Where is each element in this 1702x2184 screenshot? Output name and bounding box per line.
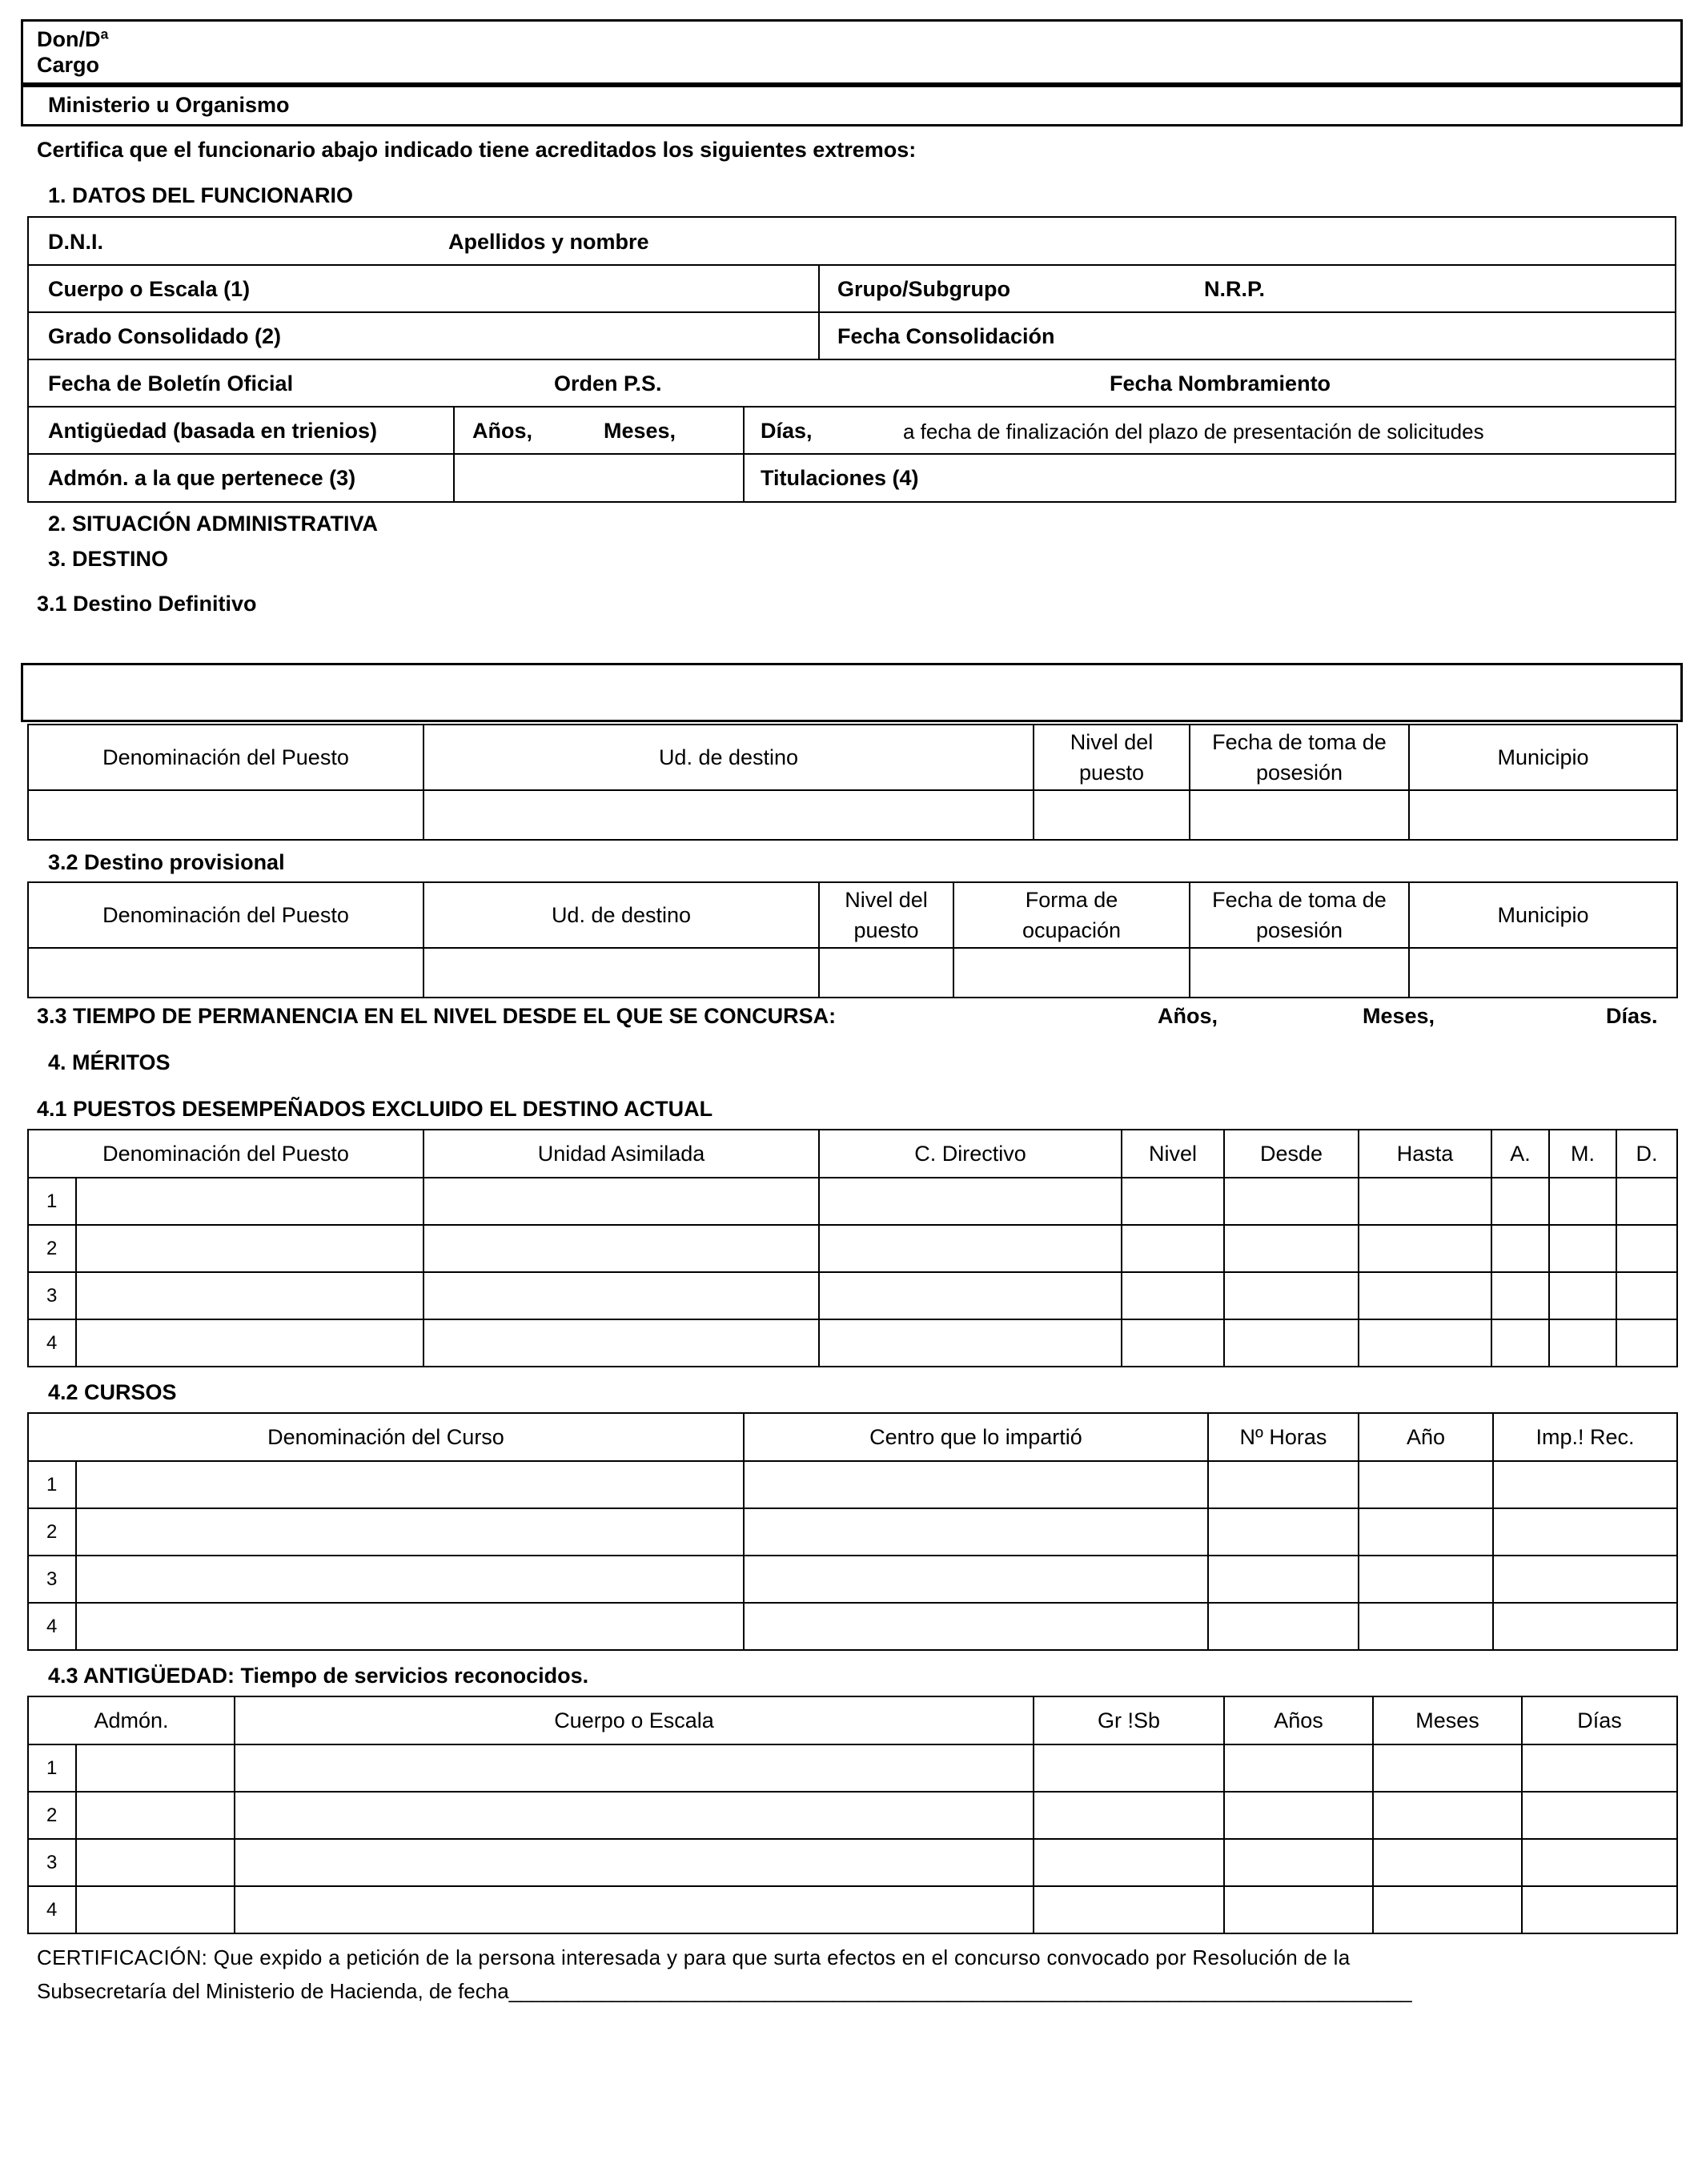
- titulaciones-label: Titulaciones (4): [761, 466, 919, 490]
- ud-destino-field[interactable]: [423, 790, 1034, 840]
- nivel-field[interactable]: [1122, 1225, 1224, 1272]
- desde-field[interactable]: [1224, 1272, 1359, 1319]
- header-desde: Desde: [1224, 1130, 1359, 1178]
- centro-field[interactable]: [744, 1508, 1208, 1556]
- row-number: 4: [28, 1603, 76, 1650]
- tiempo-permanencia-title: 3.3 TIEMPO DE PERMANENCIA EN EL NIVEL DESDE EL QUE SE CONCURSA:: [37, 1004, 837, 1028]
- header-admon: Admón.: [28, 1696, 235, 1744]
- header-meses: Meses: [1373, 1696, 1522, 1744]
- certifica-text: Certifica que el funcionario abajo indicado tiene acreditados los siguientes extremos:: [37, 138, 917, 162]
- a-field[interactable]: [1491, 1225, 1549, 1272]
- desde-field[interactable]: [1224, 1319, 1359, 1367]
- tiempo-dias-label: Días.: [1606, 1004, 1658, 1028]
- antiguedad-meses-label: Meses,: [604, 419, 676, 443]
- a-field[interactable]: [1491, 1272, 1549, 1319]
- imp-rec-field[interactable]: [1493, 1461, 1677, 1508]
- m-field[interactable]: [1549, 1178, 1616, 1225]
- hasta-field[interactable]: [1359, 1178, 1491, 1225]
- denominacion-field[interactable]: [28, 790, 423, 840]
- header-dias: Días: [1522, 1696, 1677, 1744]
- table-row: [28, 1792, 1677, 1839]
- forma-ocupacion-field[interactable]: [953, 948, 1190, 998]
- unidad-field[interactable]: [423, 1272, 819, 1319]
- dni-label: D.N.I.: [48, 230, 104, 254]
- header-ud-destino: Ud. de destino: [423, 882, 819, 948]
- table-row: [28, 1225, 1677, 1272]
- hasta-field[interactable]: [1359, 1272, 1491, 1319]
- anios-field[interactable]: [1224, 1744, 1373, 1792]
- section-3-title: 3. DESTINO: [48, 547, 169, 571]
- header-denominacion: Denominación del Puesto: [28, 882, 423, 948]
- row-number: 2: [28, 1792, 76, 1839]
- anio-field[interactable]: [1359, 1603, 1493, 1650]
- row-number: 4: [28, 1886, 76, 1933]
- header-unidad-asimilada: Unidad Asimilada: [423, 1130, 819, 1178]
- curso-field[interactable]: [76, 1556, 744, 1603]
- header-denominacion: Denominación del Puesto: [28, 1130, 423, 1178]
- header-denominacion: Denominación del Puesto: [28, 725, 423, 790]
- unidad-field[interactable]: [423, 1225, 819, 1272]
- table-row: [28, 1744, 1677, 1792]
- m-field[interactable]: [1549, 1319, 1616, 1367]
- apellidos-label: Apellidos y nombre: [448, 230, 649, 254]
- hasta-field[interactable]: [1359, 1319, 1491, 1367]
- gr-sb-field[interactable]: [1034, 1792, 1224, 1839]
- antiguedad-label: Antigüedad (basada en trienios): [48, 419, 378, 443]
- horas-field[interactable]: [1208, 1508, 1359, 1556]
- cursos-title: 4.2 CURSOS: [48, 1380, 177, 1404]
- nivel-field[interactable]: [819, 948, 953, 998]
- meses-field[interactable]: [1373, 1792, 1522, 1839]
- d-field[interactable]: [1616, 1178, 1677, 1225]
- header-fecha-toma: Fecha de toma de posesión: [1190, 725, 1409, 790]
- puestos-table: [27, 1129, 1678, 1367]
- a-field[interactable]: [1491, 1319, 1549, 1367]
- cuerpo-field[interactable]: [235, 1839, 1034, 1886]
- horas-field[interactable]: [1208, 1603, 1359, 1650]
- certificacion-line-2: Subsecretaría del Ministerio de Hacienda, de fecha______________________________________________________________________________: [37, 1979, 1412, 2003]
- table-row: [28, 1839, 1677, 1886]
- header-centro: Centro que lo impartió: [744, 1413, 1208, 1461]
- curso-field[interactable]: [76, 1508, 744, 1556]
- destino-provisional-title: 3.2 Destino provisional: [48, 850, 285, 874]
- gr-sb-field[interactable]: [1034, 1839, 1224, 1886]
- nivel-field[interactable]: [1034, 790, 1190, 840]
- anio-field[interactable]: [1359, 1461, 1493, 1508]
- header-nivel: Nivel: [1122, 1130, 1224, 1178]
- header-municipio: Municipio: [1409, 725, 1677, 790]
- hasta-field[interactable]: [1359, 1225, 1491, 1272]
- imp-rec-field[interactable]: [1493, 1556, 1677, 1603]
- don-cargo-box: [21, 19, 1683, 85]
- section-2-title: 2. SITUACIÓN ADMINISTRATIVA: [48, 512, 379, 536]
- cuerpo-field[interactable]: [235, 1792, 1034, 1839]
- denominacion-field[interactable]: [28, 948, 423, 998]
- denominacion-field[interactable]: [76, 1272, 423, 1319]
- destino-definitivo-box: [21, 663, 1683, 722]
- desde-field[interactable]: [1224, 1225, 1359, 1272]
- dias-field[interactable]: [1522, 1744, 1677, 1792]
- header-m: M.: [1549, 1130, 1616, 1178]
- ud-destino-field[interactable]: [423, 948, 819, 998]
- centro-field[interactable]: [744, 1603, 1208, 1650]
- c-directivo-field[interactable]: [819, 1319, 1122, 1367]
- cursos-table: [27, 1412, 1678, 1651]
- header-ud-destino: Ud. de destino: [423, 725, 1034, 790]
- c-directivo-field[interactable]: [819, 1272, 1122, 1319]
- a-field[interactable]: [1491, 1178, 1549, 1225]
- d-field[interactable]: [1616, 1272, 1677, 1319]
- denominacion-field[interactable]: [76, 1178, 423, 1225]
- header-imp-rec: Imp.! Rec.: [1493, 1413, 1677, 1461]
- puestos-title: 4.1 PUESTOS DESEMPEÑADOS EXCLUIDO EL DESTINO ACTUAL: [37, 1097, 713, 1121]
- header-forma-ocupacion: Forma de ocupación: [953, 882, 1190, 948]
- row-number: 3: [28, 1839, 76, 1886]
- section-4-title: 4. MÉRITOS: [48, 1050, 171, 1074]
- d-field[interactable]: [1616, 1319, 1677, 1367]
- certificacion-line-1: CERTIFICACIÓN: Que expido a petición de la persona interesada y para que surta efectos en el concurso convocado por Resolución de la: [37, 1945, 1351, 1969]
- row-number: 2: [28, 1508, 76, 1556]
- anio-field[interactable]: [1359, 1508, 1493, 1556]
- header-nivel: Nivel del puesto: [1034, 725, 1190, 790]
- destino-provisional-table: [27, 881, 1678, 998]
- meses-field[interactable]: [1373, 1886, 1522, 1933]
- header-gr-sb: Gr !Sb: [1034, 1696, 1224, 1744]
- table-row: [28, 1319, 1677, 1367]
- header-horas: Nº Horas: [1208, 1413, 1359, 1461]
- fecha-consolidacion-label: Fecha Consolidación: [837, 324, 1055, 348]
- a-fecha-text: a fecha de finalización del plazo de presentación de solicitudes: [903, 420, 1484, 444]
- row-number: 3: [28, 1272, 76, 1319]
- denominacion-field[interactable]: [76, 1319, 423, 1367]
- tiempo-anios-label: Años,: [1158, 1004, 1218, 1028]
- table-row: [28, 1178, 1677, 1225]
- d-field[interactable]: [1616, 1225, 1677, 1272]
- header-a: A.: [1491, 1130, 1549, 1178]
- header-hasta: Hasta: [1359, 1130, 1491, 1178]
- antiguedad-dias-label: Días,: [761, 419, 813, 443]
- header-cuerpo-escala: Cuerpo o Escala: [235, 1696, 1034, 1744]
- row-number: 1: [28, 1744, 76, 1792]
- meses-field[interactable]: [1373, 1839, 1522, 1886]
- grado-label: Grado Consolidado (2): [48, 324, 282, 348]
- cuerpo-escala-label: Cuerpo o Escala (1): [48, 277, 251, 301]
- grupo-subgrupo-label: Grupo/Subgrupo: [837, 277, 1010, 301]
- denominacion-field[interactable]: [76, 1225, 423, 1272]
- gr-sb-field[interactable]: [1034, 1744, 1224, 1792]
- unidad-field[interactable]: [423, 1319, 819, 1367]
- destino-definitivo-table: [27, 724, 1678, 841]
- ministerio-label: Ministerio u Organismo: [48, 93, 290, 117]
- m-field[interactable]: [1549, 1225, 1616, 1272]
- header-nivel: Nivel del puesto: [819, 882, 953, 948]
- admon-pertenece-label: Admón. a la que pertenece (3): [48, 466, 356, 490]
- table-row: [28, 1603, 1677, 1650]
- antiguedad-title: 4.3 ANTIGÜEDAD: Tiempo de servicios reconocidos.: [48, 1664, 589, 1688]
- admon-field[interactable]: [76, 1744, 235, 1792]
- m-field[interactable]: [1549, 1272, 1616, 1319]
- dias-field[interactable]: [1522, 1839, 1677, 1886]
- destino-definitivo-title: 3.1 Destino Definitivo: [37, 592, 257, 616]
- anio-field[interactable]: [1359, 1556, 1493, 1603]
- municipio-field[interactable]: [1409, 790, 1677, 840]
- c-directivo-field[interactable]: [819, 1225, 1122, 1272]
- municipio-field[interactable]: [1409, 948, 1677, 998]
- imp-rec-field[interactable]: [1493, 1603, 1677, 1650]
- anios-field[interactable]: [1224, 1886, 1373, 1933]
- cuerpo-field[interactable]: [235, 1886, 1034, 1933]
- header-c-directivo: C. Directivo: [819, 1130, 1122, 1178]
- admon-field[interactable]: [76, 1839, 235, 1886]
- header-anios: Años: [1224, 1696, 1373, 1744]
- cuerpo-field[interactable]: [235, 1744, 1034, 1792]
- antiguedad-table: [27, 1696, 1678, 1934]
- table-row: [28, 1508, 1677, 1556]
- datos-funcionario-table: [27, 216, 1676, 503]
- gr-sb-field[interactable]: [1034, 1886, 1224, 1933]
- horas-field[interactable]: [1208, 1556, 1359, 1603]
- section-1-title: 1. DATOS DEL FUNCIONARIO: [48, 183, 354, 207]
- header-fecha-toma: Fecha de toma de posesión: [1190, 882, 1409, 948]
- desde-field[interactable]: [1224, 1178, 1359, 1225]
- centro-field[interactable]: [744, 1556, 1208, 1603]
- fecha-nombramiento-label: Fecha Nombramiento: [1110, 371, 1331, 395]
- fecha-toma-field[interactable]: [1190, 790, 1409, 840]
- row-number: 1: [28, 1461, 76, 1508]
- anios-field[interactable]: [1224, 1792, 1373, 1839]
- header-denominacion-curso: Denominación del Curso: [28, 1413, 744, 1461]
- admon-field[interactable]: [76, 1886, 235, 1933]
- antiguedad-anios-label: Años,: [472, 419, 533, 443]
- orden-ps-label: Orden P.S.: [554, 371, 662, 395]
- row-number: 4: [28, 1319, 76, 1367]
- don-label: Don/Dª: [37, 27, 109, 51]
- header-anio: Año: [1359, 1413, 1493, 1461]
- dias-field[interactable]: [1522, 1792, 1677, 1839]
- table-row: [28, 1461, 1677, 1508]
- table-row: [28, 1556, 1677, 1603]
- horas-field[interactable]: [1208, 1461, 1359, 1508]
- nrp-label: N.R.P.: [1204, 277, 1266, 301]
- anios-field[interactable]: [1224, 1839, 1373, 1886]
- admon-field[interactable]: [76, 1792, 235, 1839]
- unidad-field[interactable]: [423, 1178, 819, 1225]
- fecha-toma-field[interactable]: [1190, 948, 1409, 998]
- c-directivo-field[interactable]: [819, 1178, 1122, 1225]
- fecha-boletin-label: Fecha de Boletín Oficial: [48, 371, 294, 395]
- header-d: D.: [1616, 1130, 1677, 1178]
- table-row: [28, 1886, 1677, 1933]
- meses-field[interactable]: [1373, 1744, 1522, 1792]
- tiempo-meses-label: Meses,: [1363, 1004, 1435, 1028]
- dias-field[interactable]: [1522, 1886, 1677, 1933]
- curso-field[interactable]: [76, 1603, 744, 1650]
- nivel-field[interactable]: [1122, 1272, 1224, 1319]
- centro-field[interactable]: [744, 1461, 1208, 1508]
- row-number: 3: [28, 1556, 76, 1603]
- curso-field[interactable]: [76, 1461, 744, 1508]
- row-number: 2: [28, 1225, 76, 1272]
- nivel-field[interactable]: [1122, 1178, 1224, 1225]
- table-row: [28, 1272, 1677, 1319]
- imp-rec-field[interactable]: [1493, 1508, 1677, 1556]
- header-municipio: Municipio: [1409, 882, 1677, 948]
- nivel-field[interactable]: [1122, 1319, 1224, 1367]
- row-number: 1: [28, 1178, 76, 1225]
- cargo-label: Cargo: [37, 53, 100, 77]
